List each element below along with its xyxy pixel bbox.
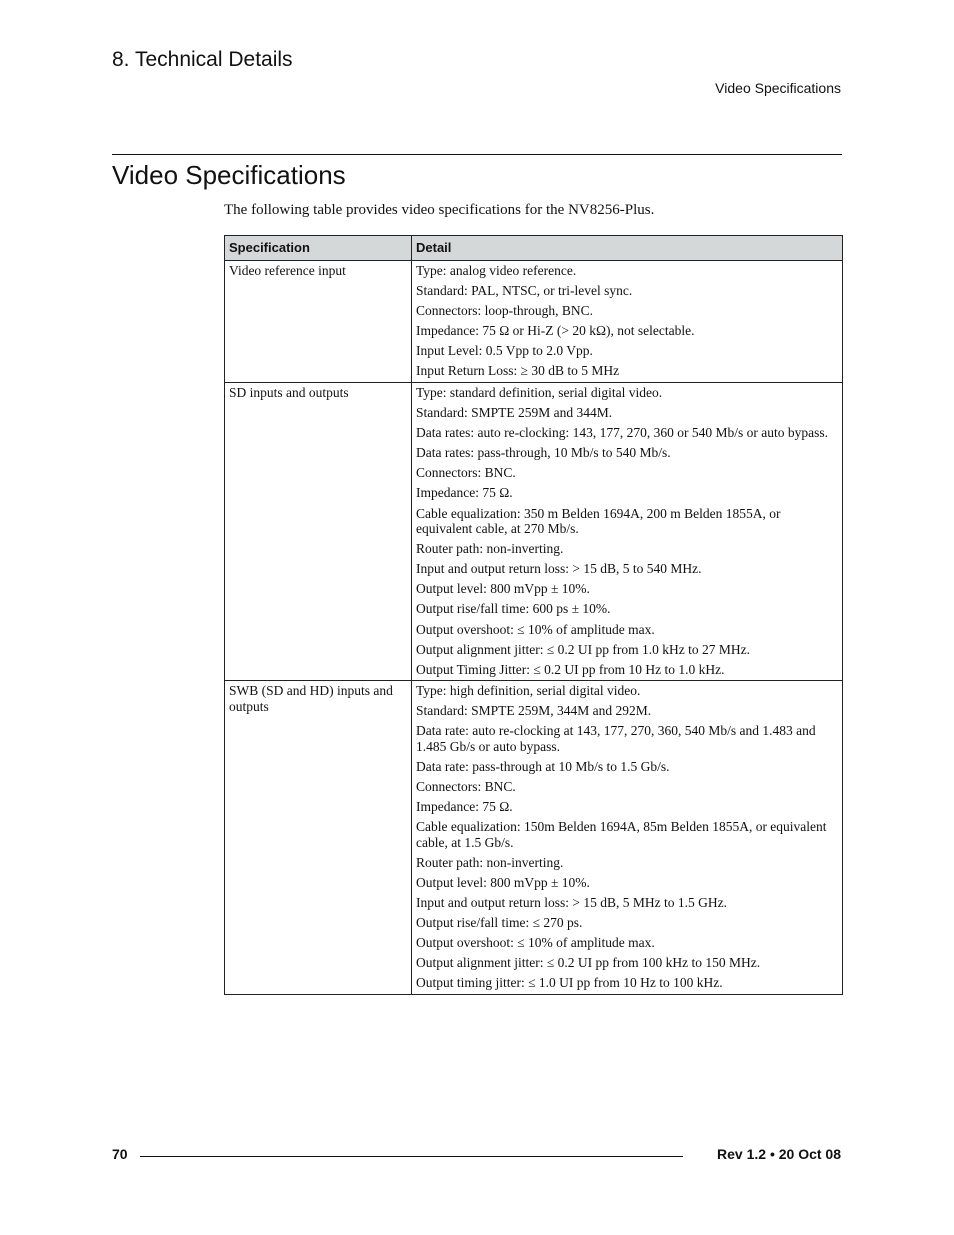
detail-line: Output overshoot: ≤ 10% of amplitude max. xyxy=(416,621,655,637)
detail-line: Standard: SMPTE 259M, 344M and 292M. xyxy=(416,703,652,719)
detail-line: Output rise/fall time: ≤ 270 ps. xyxy=(416,915,583,931)
table-row xyxy=(225,261,843,383)
chapter-title: 8. Technical Details xyxy=(112,48,293,71)
running-head: Video Specifications xyxy=(715,80,841,96)
detail-line: Cable equalization: 150m Belden 1694A, 85m Belden 1855A, or equivalent cable, at 1.5 Gb/s. xyxy=(416,819,827,850)
header-detail: Detail xyxy=(412,236,843,261)
detail-line: Input and output return loss: > 15 dB, 5 to 540 MHz. xyxy=(416,561,702,577)
table-row xyxy=(225,382,843,680)
detail-line: Input Level: 0.5 Vpp to 2.0 Vpp. xyxy=(416,343,593,359)
detail-line: Data rates: pass-through, 10 Mb/s to 540 Mb/s. xyxy=(416,445,671,461)
spec-detail-cell xyxy=(412,382,843,680)
spec-name-cell: SD inputs and outputs xyxy=(225,382,412,680)
spec-name-cell: Video reference input xyxy=(225,261,412,383)
detail-line: Data rate: pass-through at 10 Mb/s to 1.5 Gb/s. xyxy=(416,758,670,774)
detail-line: Output Timing Jitter: ≤ 0.2 UI pp from 10 Hz to 1.0 kHz. xyxy=(416,661,725,677)
detail-line: Connectors: loop-through, BNC. xyxy=(416,303,593,319)
detail-line: Input Return Loss: ≥ 30 dB to 5 MHz xyxy=(416,363,620,379)
detail-line: Type: analog video reference. xyxy=(416,263,577,278)
detail-line: Type: high definition, serial digital video. xyxy=(416,683,641,699)
detail-line: Standard: PAL, NTSC, or tri-level sync. xyxy=(416,283,633,299)
page-number: 70 xyxy=(112,1146,128,1162)
table-body xyxy=(225,261,843,995)
detail-line: Impedance: 75 Ω. xyxy=(416,799,513,815)
intro-paragraph: The following table provides video specifications for the NV8256-Plus. xyxy=(224,202,655,218)
spec-name-cell: SWB (SD and HD) inputs and outputs xyxy=(225,681,412,995)
spec-detail-cell xyxy=(412,681,843,995)
detail-line: Output level: 800 mVpp ± 10%. xyxy=(416,874,590,890)
detail-line: Connectors: BNC. xyxy=(416,779,516,795)
detail-line: Input and output return loss: > 15 dB, 5 MHz to 1.5 GHz. xyxy=(416,895,727,911)
section-title: Video Specifications xyxy=(112,160,346,190)
detail-line: Output overshoot: ≤ 10% of amplitude max. xyxy=(416,935,655,951)
detail-line: Type: standard definition, serial digital video. xyxy=(416,384,663,400)
footer-divider xyxy=(140,1156,683,1157)
detail-line: Output alignment jitter: ≤ 0.2 UI pp from 1.0 kHz to 27 MHz. xyxy=(416,641,750,657)
detail-line: Data rate: auto re-clocking at 143, 177, 270, 360, 540 Mb/s and 1.483 and 1.485 Gb/s or auto bypass. xyxy=(416,723,816,754)
detail-line: Output alignment jitter: ≤ 0.2 UI pp from 100 kHz to 150 MHz. xyxy=(416,955,761,971)
revision-label: Rev 1.2 • 20 Oct 08 xyxy=(717,1146,841,1162)
detail-line: Data rates: auto re-clocking: 143, 177, 270, 360 or 540 Mb/s or auto bypass. xyxy=(416,425,829,441)
table-header-row xyxy=(225,236,843,261)
specifications-table xyxy=(224,235,843,995)
detail-line: Impedance: 75 Ω or Hi-Z (> 20 kΩ), not selectable. xyxy=(416,323,695,339)
detail-line: Output timing jitter: ≤ 1.0 UI pp from 10 Hz to 100 kHz. xyxy=(416,975,723,991)
detail-line: Output rise/fall time: 600 ps ± 10%. xyxy=(416,601,611,617)
header-specification: Specification xyxy=(225,236,412,261)
detail-line: Standard: SMPTE 259M and 344M. xyxy=(416,405,613,421)
detail-line: Output level: 800 mVpp ± 10%. xyxy=(416,581,590,597)
detail-line: Cable equalization: 350 m Belden 1694A, 200 m Belden 1855A, or equivalent cable, at 270 Mb/s. xyxy=(416,505,781,537)
section-divider xyxy=(112,154,842,155)
table-row xyxy=(225,681,843,995)
detail-line: Router path: non-inverting. xyxy=(416,541,564,557)
detail-line: Connectors: BNC. xyxy=(416,465,516,481)
detail-line: Impedance: 75 Ω. xyxy=(416,485,513,501)
detail-line: Router path: non-inverting. xyxy=(416,854,564,870)
spec-detail-cell xyxy=(412,261,843,383)
